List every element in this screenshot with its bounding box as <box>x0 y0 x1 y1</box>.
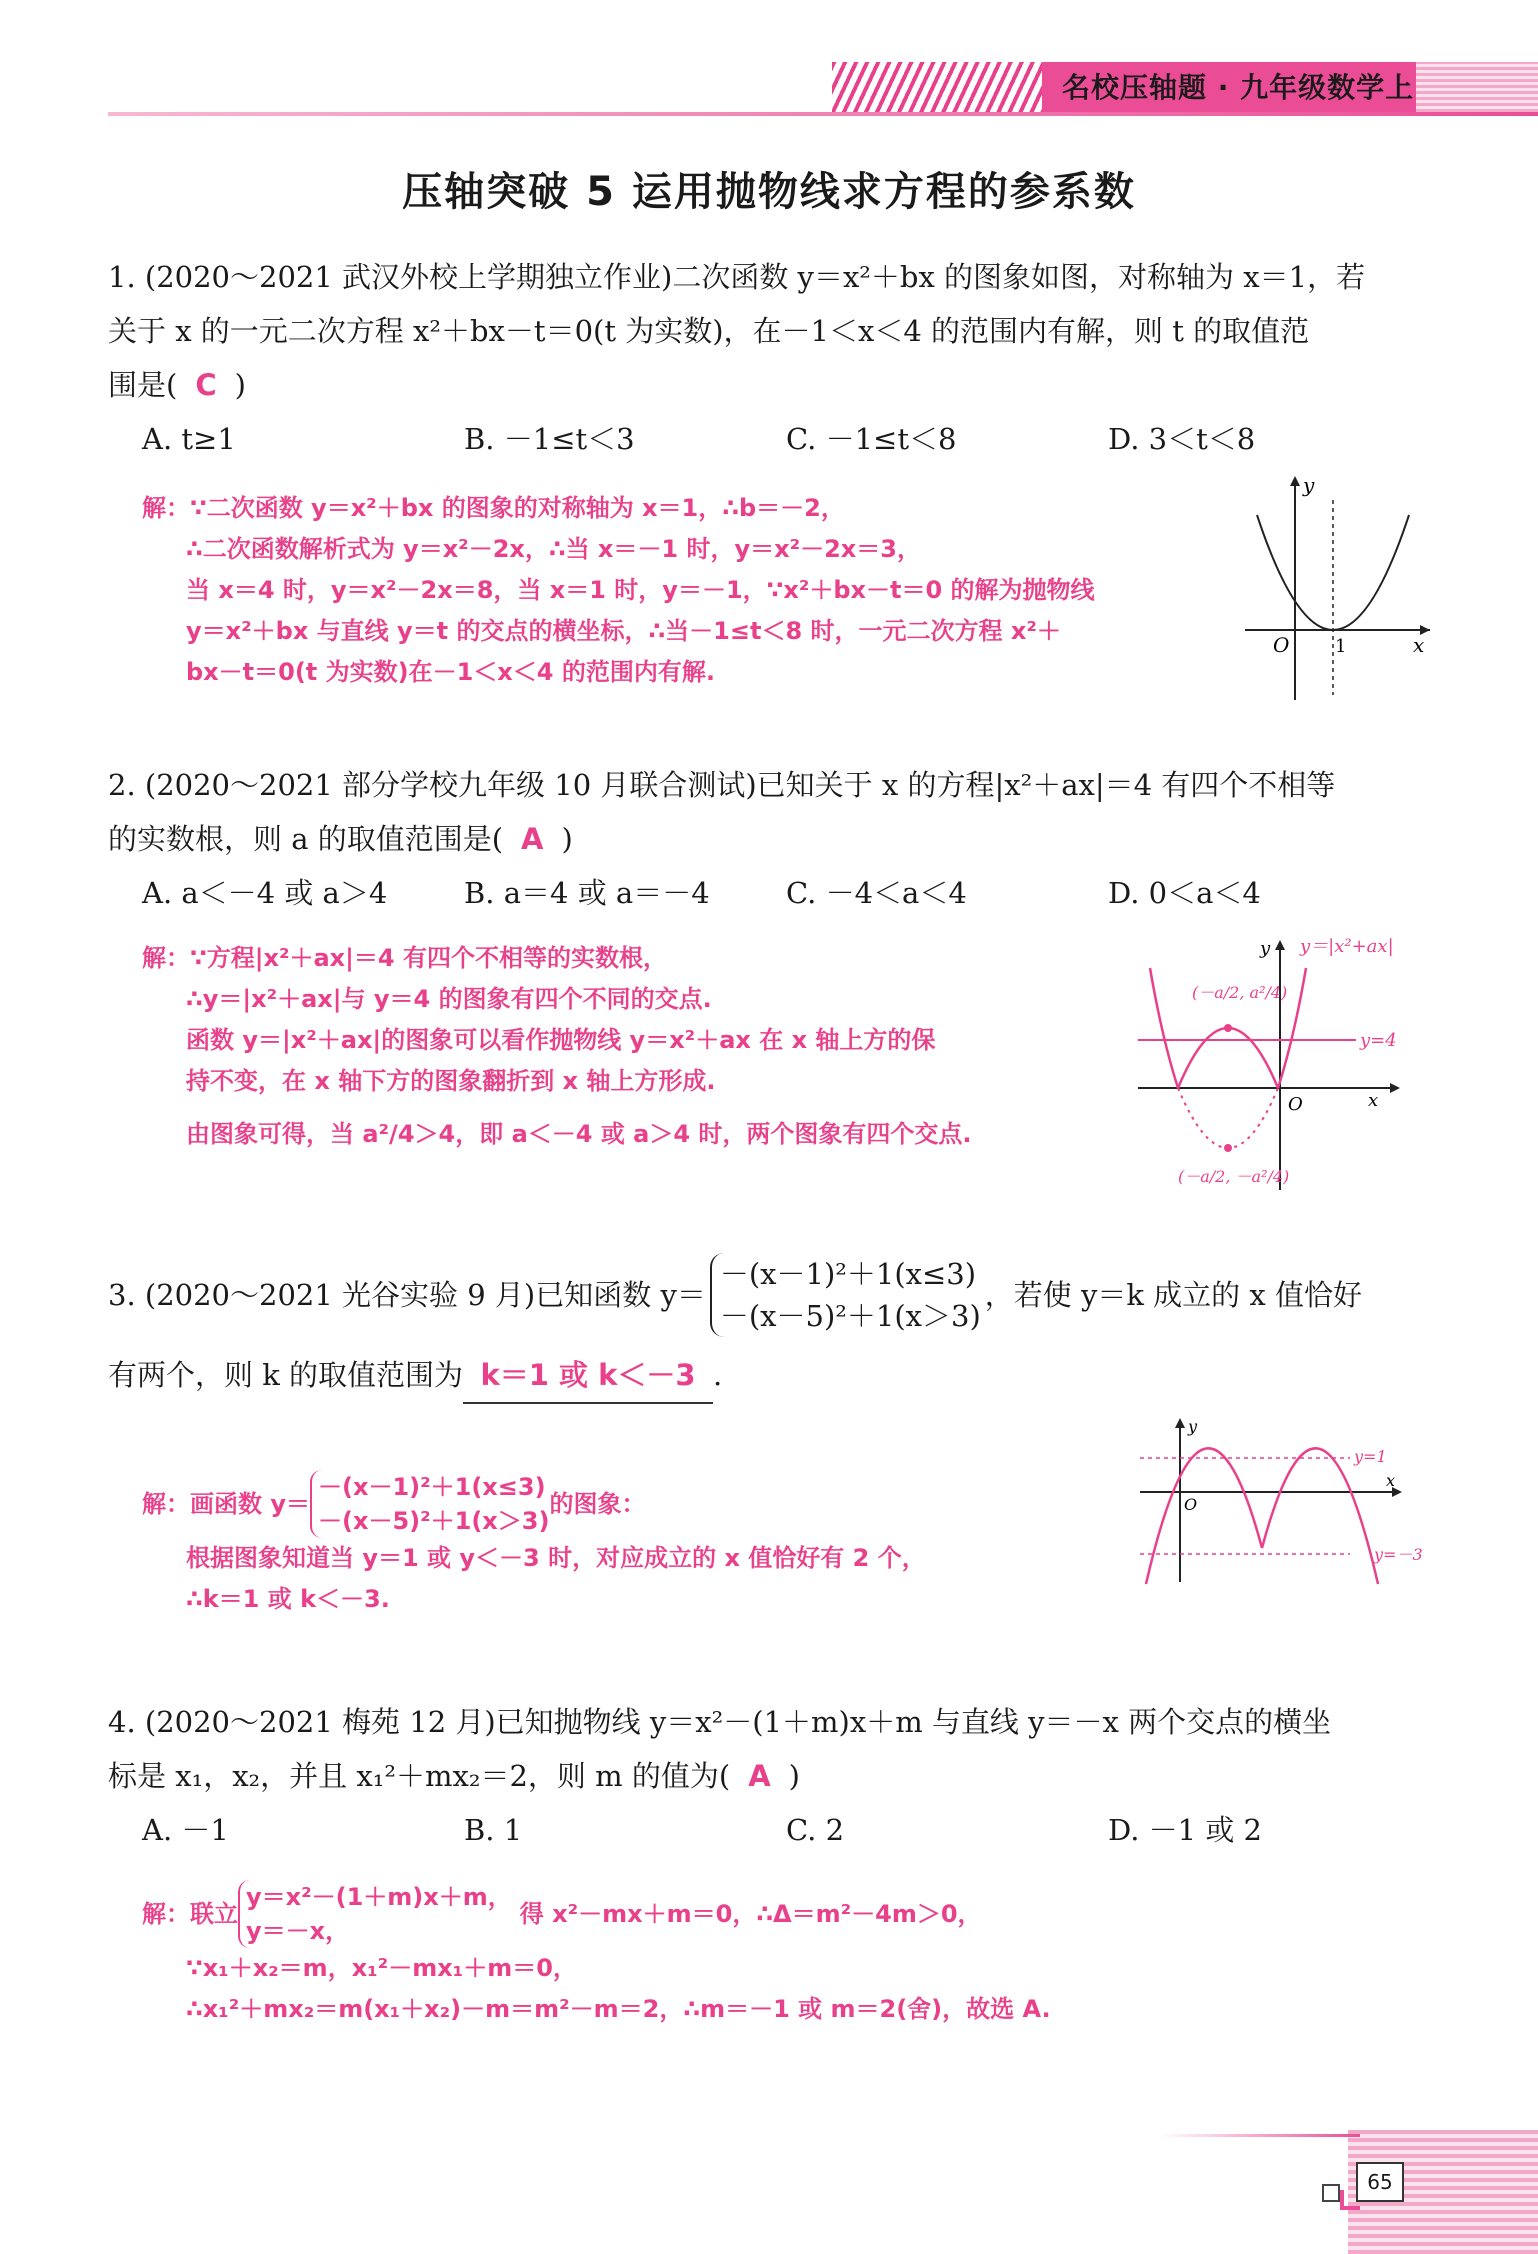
question-3-solution <box>142 1470 1062 1620</box>
question-1-graph <box>1235 470 1435 705</box>
question-3-line2a: 有两个，则 k 的取值范围为 <box>108 1358 464 1392</box>
original-arc <box>1178 1088 1278 1148</box>
solution-line: 函数 y＝|x²＋ax|的图象可以看作抛物线 y＝x²＋ax 在 x 轴上方的保 <box>186 1026 936 1054</box>
y-label: y <box>1303 473 1315 497</box>
question-2-solution <box>142 938 1142 1155</box>
page-title: 压轴突破 5 运用抛物线求方程的参系数 <box>402 169 1136 215</box>
question-2-graph <box>1128 928 1438 1198</box>
header-title: 名校压轴题 · 九年级数学上 <box>1062 71 1415 104</box>
option-a: A. －1 <box>142 1813 229 1847</box>
question-1-line2: 关于 x 的一元二次方程 x²＋bx－t＝0(t 为实数)，在－1＜x＜4 的范围内有解，则 t 的取值范 <box>108 314 1310 348</box>
question-3 <box>108 1250 1438 1404</box>
origin-label: O <box>1273 633 1290 657</box>
solution-intro <box>142 1470 1062 1538</box>
top-point <box>1224 1024 1232 1032</box>
question-3-line1 <box>108 1250 1438 1340</box>
solution-outro: 得 x²－mx＋m＝0，∴Δ＝m²－4m＞0， <box>519 1899 982 1928</box>
y-axis-arrow <box>1290 476 1300 486</box>
solution-line: ∵x₁＋x₂＝m，x₁²－mx₁＋m＝0， <box>186 1954 577 1982</box>
option-c: C. －1≤t＜8 <box>786 422 957 456</box>
question-2-line2b: ) <box>561 822 573 856</box>
x-label: x <box>1368 1090 1379 1111</box>
option-d: D. 0＜a＜4 <box>1108 876 1261 910</box>
question-1 <box>108 250 1428 412</box>
question-3-line1b: ，若使 y＝k 成立的 x 值恰好 <box>984 1278 1362 1312</box>
bottom-point-label: (－a/2, －a²/4) <box>1178 1167 1290 1186</box>
question-2-answer: A <box>521 822 544 856</box>
solution-line: y＝x²＋bx 与直线 y＝t 的交点的横坐标，∴当－1≤t＜8 时，一元二次方程 x²＋ <box>186 617 1061 645</box>
question-1-line3a: 围是( <box>108 368 178 402</box>
header-stripes <box>832 62 1042 112</box>
x-label: x <box>1386 1471 1396 1490</box>
question-3-graph <box>1130 1412 1438 1592</box>
left-parabola <box>1146 1448 1262 1584</box>
piece-2: －(x－5)²＋1(x＞3) <box>719 1299 981 1333</box>
solution-line: 根据图象知道当 y＝1 或 y＜－3 时，对应成立的 x 值恰好有 2 个， <box>186 1544 926 1572</box>
y-axis-arrow <box>1275 940 1285 950</box>
question-1-line3 <box>108 358 1428 412</box>
origin-label: O <box>1288 1094 1303 1115</box>
tick-label: 1 <box>1335 636 1347 657</box>
x-axis-arrow <box>1390 1083 1400 1093</box>
question-2-line2a: 的实数根，则 a 的取值范围是( <box>108 822 504 856</box>
solution-brace <box>238 1880 512 1948</box>
question-3-answer-blank: k＝1 或 k＜－3 <box>463 1348 713 1404</box>
reflected-arc <box>1178 1028 1278 1088</box>
solution-line: 解：∵二次函数 y＝x²＋bx 的图象的对称轴为 x＝1，∴b＝－2， <box>142 494 845 522</box>
option-b: B. a＝4 或 a＝－4 <box>464 876 710 910</box>
question-2-options <box>142 868 1432 918</box>
top-point-label: (－a/2, a²/4) <box>1192 983 1288 1002</box>
solution-brace <box>310 1470 549 1538</box>
solution-intro <box>142 1880 1292 1948</box>
question-1-solution <box>142 488 1192 693</box>
question-3-line2b: . <box>713 1358 723 1392</box>
question-4-line2 <box>108 1749 1428 1803</box>
option-d: D. 3＜t＜8 <box>1108 422 1256 456</box>
question-2 <box>108 758 1428 866</box>
option-b: B. －1≤t＜3 <box>464 422 635 456</box>
page-box-icon <box>1322 2184 1340 2202</box>
question-1-answer: C <box>195 368 217 402</box>
bottom-point <box>1224 1144 1232 1152</box>
solution-line: bx－t＝0(t 为实数)在－1＜x＜4 的范围内有解. <box>186 658 715 686</box>
question-1-options <box>142 414 1432 464</box>
line-label: y=4 <box>1360 1030 1397 1051</box>
solution-intro-text: 解：联立 <box>142 1899 238 1928</box>
x-label: x <box>1413 633 1425 657</box>
solution-line: 解：∵方程|x²＋ax|＝4 有四个不相等的实数根， <box>142 944 667 972</box>
solution-piece-2: －(x－5)²＋1(x＞3) <box>318 1507 550 1535</box>
solution-outro: 的图象： <box>549 1489 646 1518</box>
piece-1: －(x－1)²＋1(x≤3) <box>719 1257 977 1291</box>
question-1-line1: 1. (2020～2021 武汉外校上学期独立作业)二次函数 y＝x²＋bx 的图象如图，对称轴为 x＝1，若 <box>108 260 1366 294</box>
y-label: y <box>1188 1417 1198 1436</box>
question-4 <box>108 1695 1428 1803</box>
option-c: C. －4＜a＜4 <box>786 876 967 910</box>
question-4-solution <box>142 1880 1292 2030</box>
solution-intro-text: 解：画函数 y＝ <box>142 1489 310 1518</box>
option-a: A. a＜－4 或 a＞4 <box>142 876 388 910</box>
footer-rule <box>1160 2134 1360 2137</box>
header-band <box>0 0 1538 130</box>
solution-line: ∴k＝1 或 k＜－3. <box>186 1585 390 1613</box>
solution-line: ∴x₁²＋mx₂＝m(x₁＋x₂)－m＝m²－m＝2，∴m＝－1 或 m＝2(舍)，故选 A. <box>186 1995 1051 2023</box>
solution-line: ∴y＝|x²＋ax|与 y＝4 的图象有四个不同的交点. <box>186 985 712 1013</box>
question-3-line1a: 3. (2020～2021 光谷实验 9 月)已知函数 y＝ <box>108 1278 706 1312</box>
question-2-line2 <box>108 812 1428 866</box>
question-2-line1: 2. (2020～2021 部分学校九年级 10 月联合测试)已知关于 x 的方程|x²＋ax|＝4 有四个不相等 <box>108 768 1336 802</box>
header-tab-shadow <box>1416 62 1538 112</box>
question-3-line2 <box>108 1348 1438 1404</box>
option-c: C. 2 <box>786 1813 845 1847</box>
question-4-line2a: 标是 x₁，x₂，并且 x₁²＋mx₂＝2，则 m 的值为( <box>108 1759 731 1793</box>
solution-piece-1: y＝x²－(1＋m)x＋m， <box>246 1883 512 1911</box>
right-parabola <box>1262 1448 1378 1584</box>
solution-line: 持不变，在 x 轴下方的图象翻折到 x 轴上方形成. <box>186 1067 716 1095</box>
solution-piece-1: －(x－1)²＋1(x≤3) <box>318 1473 546 1501</box>
curve-label: y＝|x²+ax| <box>1300 936 1394 957</box>
left-branch <box>1150 968 1178 1088</box>
option-b: B. 1 <box>464 1813 523 1847</box>
option-a: A. t≥1 <box>142 422 236 456</box>
piecewise-brace <box>710 1253 981 1337</box>
page-number: 65 <box>1356 2162 1404 2202</box>
solution-piece-2: y＝－x， <box>246 1917 350 1945</box>
y-label: y <box>1260 938 1271 959</box>
header-rule <box>108 112 1538 116</box>
line2-label: y=－3 <box>1374 1545 1423 1564</box>
y-axis-arrow <box>1175 1418 1185 1428</box>
option-d: D. －1 或 2 <box>1108 1813 1262 1847</box>
question-4-line1: 4. (2020～2021 梅苑 12 月)已知抛物线 y＝x²－(1＋m)x＋m 与直线 y＝－x 两个交点的横坐 <box>108 1705 1332 1739</box>
question-1-line3b: ) <box>234 368 246 402</box>
line1-label: y=1 <box>1354 1447 1387 1466</box>
origin-label: O <box>1184 1495 1198 1514</box>
solution-line: 由图象可得，当 a²/4＞4，即 a＜－4 或 a＞4 时，两个图象有四个交点. <box>186 1120 972 1148</box>
solution-line: ∴二次函数解析式为 y＝x²－2x，∴当 x＝－1 时，y＝x²－2x＝3， <box>186 535 921 563</box>
question-4-line2b: ) <box>788 1759 800 1793</box>
solution-line: 当 x＝4 时，y＝x²－2x＝8，当 x＝1 时，y＝－1，∵x²＋bx－t＝0 的解为抛物线 <box>186 576 1095 604</box>
question-4-options <box>142 1805 1432 1855</box>
question-4-answer: A <box>748 1759 771 1793</box>
